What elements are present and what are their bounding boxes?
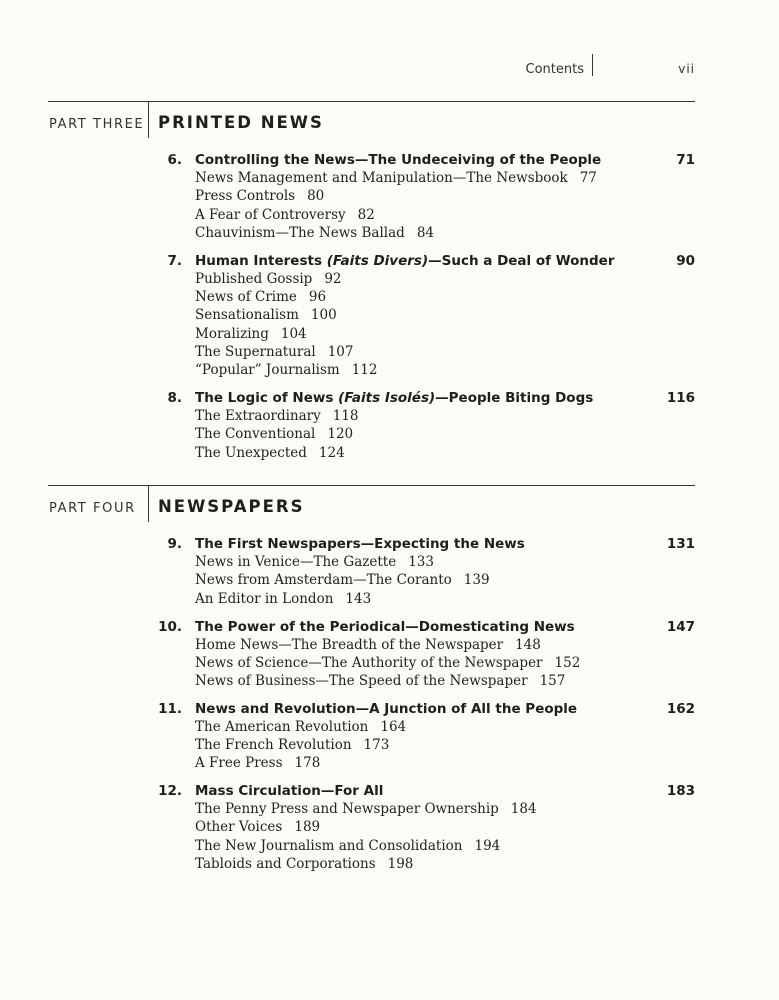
section-entry[interactable]: Moralizing 104 <box>195 326 307 342</box>
section-entry[interactable]: The Penny Press and Newspaper Ownership 184 <box>195 801 537 817</box>
section-entry[interactable]: The American Revolution 164 <box>195 719 407 735</box>
running-title: Contents <box>525 62 584 77</box>
section-entry[interactable]: News of Business—The Speed of the Newspaper 157 <box>195 673 566 689</box>
chapter-page: 116 <box>666 390 695 406</box>
part-label: PART THREE <box>49 117 145 132</box>
chapter-title: Controlling the News—The Undeceiving of the People <box>195 152 602 168</box>
section-entry[interactable]: News in Venice—The Gazette 133 <box>195 554 434 570</box>
section-entry[interactable]: The New Journalism and Consolidation 194 <box>195 838 501 854</box>
section-entry[interactable]: An Editor in London 143 <box>195 591 372 607</box>
section-entry[interactable]: News of Science—The Authority of the Newspaper 152 <box>195 655 581 671</box>
chapter-number: 6. <box>167 152 182 168</box>
chapter-number: 8. <box>167 390 182 406</box>
section-entry[interactable]: Other Voices 189 <box>195 819 321 835</box>
chapter-page: 162 <box>666 701 695 717</box>
chapter-number: 7. <box>167 253 182 269</box>
chapter-page: 90 <box>676 253 695 269</box>
page-number: vii <box>678 62 695 76</box>
chapter-title: The Power of the Periodical—Domesticating News <box>195 619 575 635</box>
chapter-page: 71 <box>676 152 695 168</box>
part-divider <box>148 485 149 522</box>
running-header <box>0 54 779 84</box>
chapter-number: 12. <box>158 783 182 799</box>
chapter-title: The First Newspapers—Expecting the News <box>195 536 525 552</box>
section-entry[interactable]: The Conventional 120 <box>195 426 354 442</box>
section-entry[interactable]: Sensationalism 100 <box>195 307 337 323</box>
section-entry[interactable]: News from Amsterdam—The Coranto 139 <box>195 572 490 588</box>
section-entry[interactable]: The Unexpected 124 <box>195 445 345 461</box>
chapter-page: 131 <box>666 536 695 552</box>
chapter-page: 183 <box>666 783 695 799</box>
section-entry[interactable]: A Fear of Controversy 82 <box>195 207 375 223</box>
part-rule <box>48 485 695 486</box>
part-rule <box>48 101 695 102</box>
section-entry[interactable]: Chauvinism—The News Ballad 84 <box>195 225 434 241</box>
chapter-title: Mass Circulation—For All <box>195 783 384 799</box>
section-entry[interactable]: The Extraordinary 118 <box>195 408 359 424</box>
chapter-page: 147 <box>666 619 695 635</box>
part-label: PART FOUR <box>49 501 136 516</box>
section-entry[interactable]: The French Revolution 173 <box>195 737 390 753</box>
section-entry[interactable]: Tabloids and Corporations 198 <box>195 856 414 872</box>
section-entry[interactable]: News Management and Manipulation—The Newsbook 77 <box>195 170 597 186</box>
chapter-title: The Logic of News (Faits Isolés)—People Biting Dogs <box>195 390 594 406</box>
part-title: NEWSPAPERS <box>158 497 305 516</box>
part-title: PRINTED NEWS <box>158 113 324 132</box>
chapter-title: News and Revolution—A Junction of All the People <box>195 701 578 717</box>
chapter-number: 10. <box>158 619 182 635</box>
section-entry[interactable]: The Supernatural 107 <box>195 344 354 360</box>
section-entry[interactable]: Press Controls 80 <box>195 188 325 204</box>
chapter-number: 9. <box>167 536 182 552</box>
section-entry[interactable]: News of Crime 96 <box>195 289 327 305</box>
section-entry[interactable]: Published Gossip 92 <box>195 271 342 287</box>
part-divider <box>148 101 149 138</box>
header-divider <box>592 54 593 76</box>
section-entry[interactable]: “Popular” Journalism 112 <box>195 362 378 378</box>
chapter-title: Human Interests (Faits Divers)—Such a Deal of Wonder <box>195 253 615 269</box>
chapter-number: 11. <box>158 701 182 717</box>
section-entry[interactable]: A Free Press 178 <box>195 755 321 771</box>
section-entry[interactable]: Home News—The Breadth of the Newspaper 148 <box>195 637 541 653</box>
